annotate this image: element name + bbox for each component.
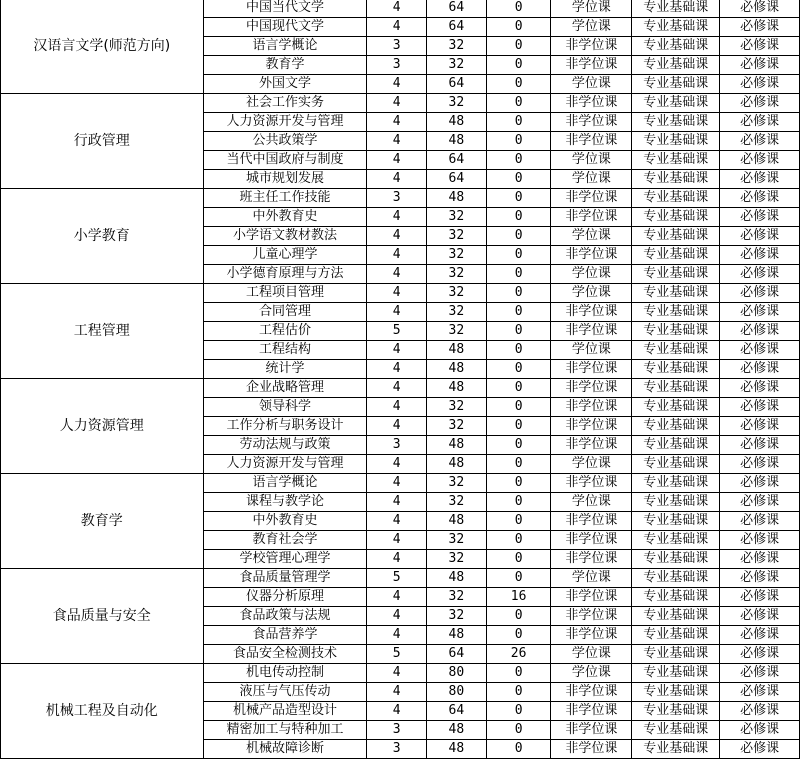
course-category-cell: 专业基础课: [632, 512, 720, 531]
credits-cell: 3: [367, 436, 427, 455]
degree-type-cell: 非学位课: [551, 721, 632, 740]
practice-hours-cell: 0: [486, 436, 551, 455]
practice-hours-cell: 0: [486, 170, 551, 189]
degree-type-cell: 非学位课: [551, 379, 632, 398]
degree-type-cell: 学位课: [551, 151, 632, 170]
practice-hours-cell: 0: [486, 75, 551, 94]
requirement-cell: 必修课: [720, 569, 800, 588]
major-name-cell: 小学教育: [1, 189, 204, 284]
course-category-cell: 专业基础课: [632, 436, 720, 455]
course-category-cell: 专业基础课: [632, 322, 720, 341]
credits-cell: 4: [367, 626, 427, 645]
table-row: [1, 474, 800, 493]
credits-cell: 5: [367, 322, 427, 341]
credits-cell: 3: [367, 37, 427, 56]
degree-type-cell: 非学位课: [551, 113, 632, 132]
requirement-cell: 必修课: [720, 455, 800, 474]
requirement-cell: 必修课: [720, 417, 800, 436]
course-name-cell: 合同管理: [203, 303, 367, 322]
credits-cell: 4: [367, 417, 427, 436]
course-category-cell: 专业基础课: [632, 626, 720, 645]
degree-type-cell: 非学位课: [551, 740, 632, 759]
requirement-cell: 必修课: [720, 303, 800, 322]
course-category-cell: 专业基础课: [632, 588, 720, 607]
requirement-cell: 必修课: [720, 246, 800, 265]
degree-type-cell: 非学位课: [551, 683, 632, 702]
practice-hours-cell: 0: [486, 151, 551, 170]
degree-type-cell: 学位课: [551, 75, 632, 94]
course-category-cell: 专业基础课: [632, 284, 720, 303]
hours-cell: 32: [427, 246, 487, 265]
course-name-cell: 教育社会学: [203, 531, 367, 550]
course-category-cell: 专业基础课: [632, 645, 720, 664]
requirement-cell: 必修课: [720, 550, 800, 569]
requirement-cell: 必修课: [720, 341, 800, 360]
course-name-cell: 机电传动控制: [203, 664, 367, 683]
course-category-cell: 专业基础课: [632, 455, 720, 474]
hours-cell: 48: [427, 341, 487, 360]
course-category-cell: 专业基础课: [632, 683, 720, 702]
course-name-cell: 精密加工与特种加工: [203, 721, 367, 740]
requirement-cell: 必修课: [720, 721, 800, 740]
course-name-cell: 公共政策学: [203, 132, 367, 151]
requirement-cell: 必修课: [720, 493, 800, 512]
hours-cell: 32: [427, 588, 487, 607]
requirement-cell: 必修课: [720, 531, 800, 550]
course-name-cell: 中外教育史: [203, 512, 367, 531]
practice-hours-cell: 0: [486, 360, 551, 379]
degree-type-cell: 非学位课: [551, 588, 632, 607]
hours-cell: 32: [427, 37, 487, 56]
course-category-cell: 专业基础课: [632, 550, 720, 569]
requirement-cell: 必修课: [720, 474, 800, 493]
course-category-cell: 专业基础课: [632, 208, 720, 227]
major-name-cell: 机械工程及自动化: [1, 664, 204, 759]
table-row: [1, 379, 800, 398]
requirement-cell: 必修课: [720, 284, 800, 303]
course-name-cell: 食品政策与法规: [203, 607, 367, 626]
major-name-cell: 汉语言文学(师范方向): [1, 0, 204, 94]
hours-cell: 64: [427, 170, 487, 189]
course-category-cell: 专业基础课: [632, 18, 720, 37]
hours-cell: 32: [427, 531, 487, 550]
hours-cell: 32: [427, 607, 487, 626]
practice-hours-cell: 0: [486, 284, 551, 303]
course-name-cell: 儿童心理学: [203, 246, 367, 265]
course-table-body: [1, 0, 800, 759]
requirement-cell: 必修课: [720, 379, 800, 398]
credits-cell: 4: [367, 341, 427, 360]
practice-hours-cell: 0: [486, 0, 551, 18]
course-category-cell: 专业基础课: [632, 170, 720, 189]
requirement-cell: 必修课: [720, 512, 800, 531]
requirement-cell: 必修课: [720, 607, 800, 626]
degree-type-cell: 非学位课: [551, 702, 632, 721]
table-row: [1, 94, 800, 113]
course-category-cell: 专业基础课: [632, 607, 720, 626]
requirement-cell: 必修课: [720, 398, 800, 417]
course-category-cell: 专业基础课: [632, 493, 720, 512]
course-name-cell: 中外教育史: [203, 208, 367, 227]
degree-type-cell: 学位课: [551, 455, 632, 474]
requirement-cell: 必修课: [720, 37, 800, 56]
degree-type-cell: 学位课: [551, 0, 632, 18]
course-name-cell: 工程估价: [203, 322, 367, 341]
requirement-cell: 必修课: [720, 94, 800, 113]
requirement-cell: 必修课: [720, 208, 800, 227]
credits-cell: 4: [367, 607, 427, 626]
hours-cell: 64: [427, 645, 487, 664]
credits-cell: 4: [367, 664, 427, 683]
degree-type-cell: 非学位课: [551, 37, 632, 56]
course-name-cell: 人力资源开发与管理: [203, 113, 367, 132]
hours-cell: 64: [427, 0, 487, 18]
practice-hours-cell: 0: [486, 94, 551, 113]
course-name-cell: 仪器分析原理: [203, 588, 367, 607]
degree-type-cell: 非学位课: [551, 550, 632, 569]
course-name-cell: 外国文学: [203, 75, 367, 94]
course-category-cell: 专业基础课: [632, 303, 720, 322]
degree-type-cell: 非学位课: [551, 189, 632, 208]
credits-cell: 5: [367, 645, 427, 664]
degree-type-cell: 非学位课: [551, 94, 632, 113]
degree-type-cell: 非学位课: [551, 246, 632, 265]
course-name-cell: 人力资源开发与管理: [203, 455, 367, 474]
degree-type-cell: 非学位课: [551, 208, 632, 227]
requirement-cell: 必修课: [720, 56, 800, 75]
course-name-cell: 食品质量管理学: [203, 569, 367, 588]
requirement-cell: 必修课: [720, 227, 800, 246]
course-name-cell: 班主任工作技能: [203, 189, 367, 208]
table-row: [1, 0, 800, 18]
practice-hours-cell: 0: [486, 740, 551, 759]
practice-hours-cell: 0: [486, 208, 551, 227]
degree-type-cell: 非学位课: [551, 531, 632, 550]
practice-hours-cell: 0: [486, 322, 551, 341]
requirement-cell: 必修课: [720, 170, 800, 189]
hours-cell: 48: [427, 132, 487, 151]
requirement-cell: 必修课: [720, 740, 800, 759]
practice-hours-cell: 0: [486, 702, 551, 721]
credits-cell: 4: [367, 512, 427, 531]
course-name-cell: 工作分析与职务设计: [203, 417, 367, 436]
degree-type-cell: 学位课: [551, 493, 632, 512]
credits-cell: 4: [367, 265, 427, 284]
practice-hours-cell: 0: [486, 664, 551, 683]
hours-cell: 32: [427, 284, 487, 303]
course-name-cell: 企业战略管理: [203, 379, 367, 398]
requirement-cell: 必修课: [720, 189, 800, 208]
course-category-cell: 专业基础课: [632, 721, 720, 740]
degree-type-cell: 非学位课: [551, 322, 632, 341]
credits-cell: 4: [367, 246, 427, 265]
degree-type-cell: 学位课: [551, 284, 632, 303]
requirement-cell: 必修课: [720, 702, 800, 721]
course-category-cell: 专业基础课: [632, 56, 720, 75]
course-name-cell: 当代中国政府与制度: [203, 151, 367, 170]
practice-hours-cell: 0: [486, 132, 551, 151]
requirement-cell: 必修课: [720, 151, 800, 170]
major-name-cell: 行政管理: [1, 94, 204, 189]
credits-cell: 4: [367, 151, 427, 170]
practice-hours-cell: 0: [486, 56, 551, 75]
degree-type-cell: 学位课: [551, 18, 632, 37]
practice-hours-cell: 0: [486, 474, 551, 493]
practice-hours-cell: 0: [486, 626, 551, 645]
requirement-cell: 必修课: [720, 75, 800, 94]
practice-hours-cell: 0: [486, 113, 551, 132]
course-category-cell: 专业基础课: [632, 569, 720, 588]
hours-cell: 64: [427, 75, 487, 94]
credits-cell: 3: [367, 740, 427, 759]
credits-cell: 4: [367, 170, 427, 189]
credits-cell: 3: [367, 189, 427, 208]
course-name-cell: 小学德育原理与方法: [203, 265, 367, 284]
hours-cell: 32: [427, 474, 487, 493]
degree-type-cell: 非学位课: [551, 607, 632, 626]
course-category-cell: 专业基础课: [632, 132, 720, 151]
hours-cell: 48: [427, 189, 487, 208]
practice-hours-cell: 0: [486, 607, 551, 626]
hours-cell: 48: [427, 721, 487, 740]
degree-type-cell: 学位课: [551, 341, 632, 360]
practice-hours-cell: 0: [486, 265, 551, 284]
course-name-cell: 小学语文教材教法: [203, 227, 367, 246]
course-category-cell: 专业基础课: [632, 0, 720, 18]
hours-cell: 32: [427, 398, 487, 417]
course-name-cell: 液压与气压传动: [203, 683, 367, 702]
practice-hours-cell: 0: [486, 683, 551, 702]
practice-hours-cell: 26: [486, 645, 551, 664]
hours-cell: 48: [427, 512, 487, 531]
requirement-cell: 必修课: [720, 0, 800, 18]
practice-hours-cell: 0: [486, 550, 551, 569]
degree-type-cell: 非学位课: [551, 512, 632, 531]
course-name-cell: 工程结构: [203, 341, 367, 360]
credits-cell: 4: [367, 208, 427, 227]
credits-cell: 4: [367, 379, 427, 398]
requirement-cell: 必修课: [720, 18, 800, 37]
course-name-cell: 机械产品造型设计: [203, 702, 367, 721]
practice-hours-cell: 0: [486, 189, 551, 208]
hours-cell: 32: [427, 227, 487, 246]
hours-cell: 80: [427, 664, 487, 683]
course-category-cell: 专业基础课: [632, 702, 720, 721]
course-name-cell: 统计学: [203, 360, 367, 379]
table-row: [1, 664, 800, 683]
credits-cell: 4: [367, 0, 427, 18]
degree-type-cell: 学位课: [551, 265, 632, 284]
course-name-cell: 食品营养学: [203, 626, 367, 645]
requirement-cell: 必修课: [720, 265, 800, 284]
practice-hours-cell: 0: [486, 531, 551, 550]
course-name-cell: 工程项目管理: [203, 284, 367, 303]
credits-cell: 4: [367, 455, 427, 474]
credits-cell: 4: [367, 284, 427, 303]
course-category-cell: 专业基础课: [632, 417, 720, 436]
credits-cell: 4: [367, 531, 427, 550]
course-category-cell: 专业基础课: [632, 37, 720, 56]
hours-cell: 32: [427, 493, 487, 512]
credits-cell: 4: [367, 360, 427, 379]
course-category-cell: 专业基础课: [632, 341, 720, 360]
course-name-cell: 中国现代文学: [203, 18, 367, 37]
course-name-cell: 中国当代文学: [203, 0, 367, 18]
credits-cell: 4: [367, 588, 427, 607]
degree-type-cell: 非学位课: [551, 303, 632, 322]
credits-cell: 4: [367, 550, 427, 569]
course-category-cell: 专业基础课: [632, 474, 720, 493]
degree-type-cell: 学位课: [551, 227, 632, 246]
hours-cell: 48: [427, 740, 487, 759]
degree-type-cell: 非学位课: [551, 56, 632, 75]
course-name-cell: 课程与教学论: [203, 493, 367, 512]
practice-hours-cell: 0: [486, 493, 551, 512]
course-category-cell: 专业基础课: [632, 379, 720, 398]
credits-cell: 4: [367, 493, 427, 512]
degree-type-cell: 非学位课: [551, 436, 632, 455]
course-category-cell: 专业基础课: [632, 94, 720, 113]
credits-cell: 4: [367, 303, 427, 322]
credits-cell: 4: [367, 398, 427, 417]
hours-cell: 32: [427, 265, 487, 284]
hours-cell: 48: [427, 569, 487, 588]
practice-hours-cell: 0: [486, 18, 551, 37]
practice-hours-cell: 0: [486, 417, 551, 436]
credits-cell: 3: [367, 721, 427, 740]
course-category-cell: 专业基础课: [632, 740, 720, 759]
requirement-cell: 必修课: [720, 360, 800, 379]
hours-cell: 32: [427, 208, 487, 227]
degree-type-cell: 学位课: [551, 170, 632, 189]
course-category-cell: 专业基础课: [632, 398, 720, 417]
practice-hours-cell: 16: [486, 588, 551, 607]
hours-cell: 64: [427, 18, 487, 37]
hours-cell: 32: [427, 94, 487, 113]
credits-cell: 4: [367, 683, 427, 702]
course-name-cell: 机械故障诊断: [203, 740, 367, 759]
course-category-cell: 专业基础课: [632, 265, 720, 284]
course-name-cell: 语言学概论: [203, 474, 367, 493]
degree-type-cell: 非学位课: [551, 417, 632, 436]
hours-cell: 48: [427, 360, 487, 379]
degree-type-cell: 学位课: [551, 645, 632, 664]
course-category-cell: 专业基础课: [632, 227, 720, 246]
major-name-cell: 工程管理: [1, 284, 204, 379]
credits-cell: 4: [367, 18, 427, 37]
degree-type-cell: 非学位课: [551, 474, 632, 493]
requirement-cell: 必修课: [720, 664, 800, 683]
course-name-cell: 城市规划发展: [203, 170, 367, 189]
course-category-cell: 专业基础课: [632, 531, 720, 550]
practice-hours-cell: 0: [486, 246, 551, 265]
hours-cell: 32: [427, 303, 487, 322]
requirement-cell: 必修课: [720, 436, 800, 455]
degree-type-cell: 学位课: [551, 664, 632, 683]
credits-cell: 4: [367, 702, 427, 721]
table-row: [1, 284, 800, 303]
credits-cell: 4: [367, 227, 427, 246]
degree-type-cell: 学位课: [551, 569, 632, 588]
requirement-cell: 必修课: [720, 645, 800, 664]
major-name-cell: 教育学: [1, 474, 204, 569]
course-name-cell: 劳动法规与政策: [203, 436, 367, 455]
practice-hours-cell: 0: [486, 379, 551, 398]
degree-type-cell: 非学位课: [551, 626, 632, 645]
practice-hours-cell: 0: [486, 398, 551, 417]
hours-cell: 48: [427, 455, 487, 474]
hours-cell: 32: [427, 417, 487, 436]
hours-cell: 32: [427, 56, 487, 75]
course-name-cell: 社会工作实务: [203, 94, 367, 113]
degree-type-cell: 非学位课: [551, 360, 632, 379]
hours-cell: 32: [427, 322, 487, 341]
course-name-cell: 学校管理心理学: [203, 550, 367, 569]
credits-cell: 4: [367, 132, 427, 151]
requirement-cell: 必修课: [720, 588, 800, 607]
practice-hours-cell: 0: [486, 303, 551, 322]
degree-type-cell: 非学位课: [551, 398, 632, 417]
degree-type-cell: 非学位课: [551, 132, 632, 151]
credits-cell: 4: [367, 94, 427, 113]
course-name-cell: 教育学: [203, 56, 367, 75]
course-category-cell: 专业基础课: [632, 246, 720, 265]
course-category-cell: 专业基础课: [632, 664, 720, 683]
course-name-cell: 食品安全检测技术: [203, 645, 367, 664]
credits-cell: 3: [367, 56, 427, 75]
practice-hours-cell: 0: [486, 569, 551, 588]
hours-cell: 32: [427, 550, 487, 569]
requirement-cell: 必修课: [720, 322, 800, 341]
requirement-cell: 必修课: [720, 113, 800, 132]
requirement-cell: 必修课: [720, 132, 800, 151]
requirement-cell: 必修课: [720, 626, 800, 645]
table-row: [1, 569, 800, 588]
course-name-cell: 语言学概论: [203, 37, 367, 56]
practice-hours-cell: 0: [486, 455, 551, 474]
hours-cell: 48: [427, 436, 487, 455]
course-category-cell: 专业基础课: [632, 151, 720, 170]
hours-cell: 48: [427, 113, 487, 132]
hours-cell: 64: [427, 151, 487, 170]
hours-cell: 64: [427, 702, 487, 721]
major-name-cell: 食品质量与安全: [1, 569, 204, 664]
practice-hours-cell: 0: [486, 227, 551, 246]
major-name-cell: 人力资源管理: [1, 379, 204, 474]
course-category-cell: 专业基础课: [632, 360, 720, 379]
course-category-cell: 专业基础课: [632, 113, 720, 132]
credits-cell: 4: [367, 113, 427, 132]
requirement-cell: 必修课: [720, 683, 800, 702]
practice-hours-cell: 0: [486, 512, 551, 531]
course-name-cell: 领导科学: [203, 398, 367, 417]
credits-cell: 4: [367, 474, 427, 493]
hours-cell: 48: [427, 626, 487, 645]
practice-hours-cell: 0: [486, 37, 551, 56]
practice-hours-cell: 0: [486, 341, 551, 360]
credits-cell: 4: [367, 75, 427, 94]
course-category-cell: 专业基础课: [632, 75, 720, 94]
hours-cell: 80: [427, 683, 487, 702]
course-category-cell: 专业基础课: [632, 189, 720, 208]
practice-hours-cell: 0: [486, 721, 551, 740]
credits-cell: 5: [367, 569, 427, 588]
table-row: [1, 189, 800, 208]
hours-cell: 48: [427, 379, 487, 398]
